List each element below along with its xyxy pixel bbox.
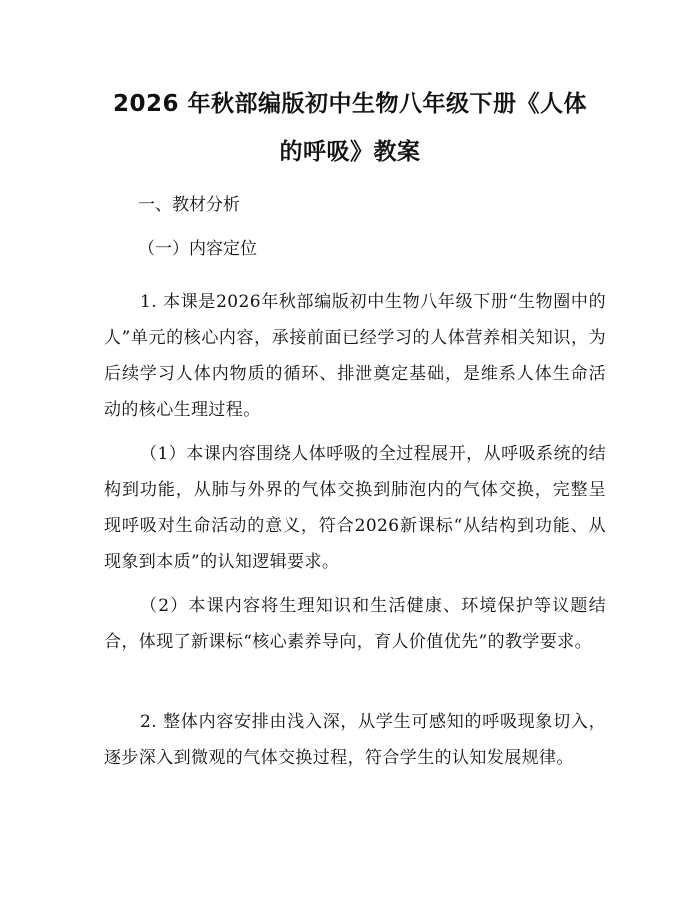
paragraph-2: （1）本课内容围绕人体呼吸的全过程展开，从呼吸系统的结构到功能，从肺与外界的气体交换到肺泡内的气体交换，完整呈现呼吸对生命活动的意义，符合2026新课标“从结构到功能、从现象到本质”的认知逻辑要求。 xyxy=(104,444,606,572)
subsection-heading: （一）内容定位 xyxy=(138,239,257,259)
paragraph-3: （2）本课内容将生理知识和生活健康、环境保护等议题结合，体现了新课标“核心素养导向，育人价值优先”的教学要求。 xyxy=(104,596,606,652)
paragraph-1: 1. 本课是2026年秋部编版初中生物八年级下册“生物圈中的人”单元的核心内容，承接前面已经学习的人体营养相关知识，为后续学习人体内物质的循环、排泄奠定基础，是维系人体生命活动的核心生理过程。 xyxy=(104,292,606,420)
section-heading: 一、教材分析 xyxy=(138,195,240,215)
document-title-line-1: 2026 年秋部编版初中生物八年级下册《人体 xyxy=(112,91,588,117)
paragraph-4: 2. 整体内容安排由浅入深，从学生可感知的呼吸现象切入，逐步深入到微观的气体交换过程，符合学生的认知发展规律。 xyxy=(104,712,606,768)
document-title-line-2: 的呼吸》教案 xyxy=(279,139,421,165)
